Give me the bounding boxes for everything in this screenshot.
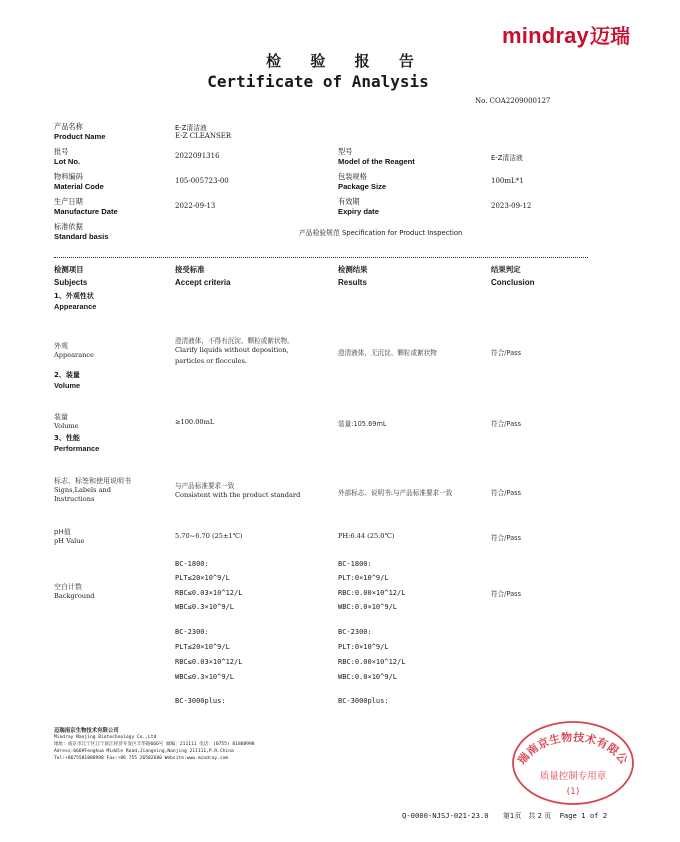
footer-company-cn: 迈瑞南京生物技术有限公司: [54, 728, 119, 734]
model-label-cn: 型号: [338, 147, 353, 156]
section-volume-cn: 2、装量: [54, 371, 80, 379]
page-number-en: Page 1 of 2: [559, 811, 608, 820]
footer-address-en: Adress:666#Fenghua Middle Road,Jiangning,Nanjing 211111,P.R.China: [54, 749, 234, 754]
bc1800-result-rbc: RBC:0.00×10^12/L: [338, 589, 406, 597]
labels-criteria-en: Consistent with the product standard: [175, 491, 301, 499]
subjects-header-en: Subjects: [54, 278, 88, 287]
appearance-criteria-en-2: particles or floccules.: [175, 357, 247, 365]
manufacture-date-label-cn: 生产日期: [54, 197, 83, 206]
footer-company-en: Mindray Nanjing Biotechnology Co.,Ltd: [54, 735, 157, 740]
volume-criteria: ≥100.00mL: [175, 418, 215, 426]
ph-conclusion: 符合/Pass: [491, 534, 521, 542]
bc3000-result-model: BC-3000plus:: [338, 697, 389, 705]
appearance-criteria-en-1: Clarify liquids without deposition,: [175, 346, 289, 354]
section-divider: [54, 257, 588, 258]
logo-latin: mindray: [502, 23, 589, 48]
bc1800-criteria-model: BC-1800:: [175, 560, 209, 568]
volume-item-cn: 装量: [54, 413, 68, 421]
manufacture-date-label-en: Manufacture Date: [54, 207, 118, 216]
section-volume-en: Volume: [54, 381, 81, 390]
bc1800-criteria-rbc: RBC≤0.03×10^12/L: [175, 589, 243, 597]
volume-result: 装量:105.69mL: [338, 420, 387, 428]
ph-result: PH:6.44 (25.0℃): [338, 532, 395, 540]
manufacture-date-value: 2022-09-13: [175, 202, 216, 210]
expiry-date-label-cn: 有效期: [338, 197, 360, 206]
standard-label-en: Standard basis: [54, 232, 109, 241]
bc1800-result-plt: PLT:0×10^9/L: [338, 574, 389, 582]
lot-no-label-en: Lot No.: [54, 157, 81, 166]
package-size-label-en: Package Size: [338, 182, 387, 191]
results-header-en: Results: [338, 278, 367, 287]
ph-item-en: pH Value: [54, 537, 85, 545]
appearance-item-en: Appearance: [54, 351, 94, 359]
standard-value: 产品检验规范 Specification for Product Inspection: [299, 229, 463, 237]
section-appearance-cn: 1、外观性状: [54, 292, 94, 300]
appearance-conclusion: 符合/Pass: [491, 349, 521, 357]
footer-address-cn: 地址：南京市江宁区江宁滨江经济开发区丰华路666号 邮编：211111 电话：(0755) 81888998: [54, 742, 255, 747]
criteria-header-cn: 接受标准: [175, 265, 205, 274]
subjects-header-cn: 检测项目: [54, 265, 84, 274]
section-appearance-en: Appearance: [54, 302, 97, 311]
bc2300-result-model: BC-2300:: [338, 628, 372, 636]
lot-no-label-cn: 批号: [54, 147, 69, 156]
product-name-value-en: E-Z CLEANSER: [175, 132, 232, 140]
ph-item-cn: pH值: [54, 528, 71, 536]
model-value: E-Z清洁液: [491, 154, 523, 162]
volume-item-en: Volume: [54, 422, 79, 430]
criteria-header-en: Accept criteria: [175, 278, 231, 287]
bc2300-criteria-wbc: WBC≤0.3×10^9/L: [175, 673, 235, 681]
stamp-seal: [510, 718, 636, 808]
conclusion-header-en: Conclusion: [491, 278, 535, 287]
bc1800-criteria-plt: PLT≤20×10^9/L: [175, 574, 230, 582]
material-code-label-cn: 物料编码: [54, 172, 83, 181]
expiry-date-label-en: Expiry date: [338, 207, 379, 216]
logo-cn: 迈瑞: [589, 24, 631, 48]
lot-no-value: 2022091316: [175, 152, 220, 160]
product-name-label-cn: 产品名称: [54, 122, 83, 131]
doc-code: Q-0000-NJSJ-021-23.0: [402, 811, 489, 820]
background-conclusion: 符合/Pass: [491, 590, 521, 598]
bc2300-result-wbc: WBC:0.0×10^9/L: [338, 673, 398, 681]
appearance-criteria-cn: 澄清液体，不得有沉淀、颗粒或絮状物。: [175, 337, 294, 345]
volume-conclusion: 符合/Pass: [491, 420, 521, 428]
results-header-cn: 检测结果: [338, 265, 368, 274]
page-number-cn: 第1页 共 2 页: [502, 812, 552, 820]
page-footer: [402, 811, 607, 821]
labels-item-en-1: Signs,Labels and: [54, 486, 111, 494]
bc2300-criteria-rbc: RBC≤0.03×10^12/L: [175, 658, 243, 666]
title-en: Certificate of Analysis: [207, 72, 429, 91]
bc1800-result-wbc: WBC:0.0×10^9/L: [338, 603, 398, 611]
stamp-center-text: 质量控制专用章: [539, 771, 607, 782]
title-cn: 检 验 报 告: [266, 52, 426, 70]
labels-result: 外部标志、说明书:与产品标准要求一致: [338, 489, 453, 497]
package-size-value: 100mL*1: [491, 177, 524, 185]
bc2300-result-rbc: RBC:0.00×10^12/L: [338, 658, 406, 666]
standard-label-cn: 标准依据: [54, 222, 83, 231]
material-code-value: 105-005723-00: [175, 177, 229, 185]
bc2300-criteria-model: BC-2300:: [175, 628, 209, 636]
quality-control-stamp: [510, 718, 636, 808]
labels-item-cn: 标志、标签和使用说明书: [54, 477, 131, 485]
material-code-label-en: Material Code: [54, 182, 104, 191]
mindray-logo: [502, 20, 630, 49]
labels-item-en-2: Instructions: [54, 495, 95, 503]
bc1800-criteria-wbc: WBC≤0.3×10^9/L: [175, 603, 235, 611]
appearance-item-cn: 外观: [54, 342, 68, 350]
labels-conclusion: 符合/Pass: [491, 489, 521, 497]
section-performance-en: Performance: [54, 444, 100, 453]
package-size-label-cn: 包装规格: [338, 172, 367, 181]
bc1800-result-model: BC-1800:: [338, 560, 372, 568]
product-name-label-en: Product Name: [54, 132, 106, 141]
ph-criteria: 5.70~6.70 (25±1℃): [175, 532, 243, 540]
certificate-number: No. COA2209000127: [475, 97, 551, 105]
section-performance-cn: 3、性能: [54, 434, 80, 442]
product-name-value-cn: E-Z清洁液: [175, 124, 207, 132]
footer-contact: Tel:+8675581888998 Fax:+86 755 26582680 Website:www.mindray.com: [54, 756, 229, 761]
appearance-result: 澄清液体，无沉淀、颗粒或絮状物: [338, 349, 437, 357]
svg-text:迈瑞南京生物技术有限公司: [510, 718, 631, 767]
model-label-en: Model of the Reagent: [338, 157, 415, 166]
bc3000-criteria-model: BC-3000plus:: [175, 697, 226, 705]
bc2300-criteria-plt: PLT≤20×10^9/L: [175, 643, 230, 651]
stamp-number: (1): [566, 787, 580, 797]
background-item-en: Background: [54, 592, 95, 600]
expiry-date-value: 2023-09-12: [491, 202, 532, 210]
conclusion-header-cn: 结果判定: [491, 265, 521, 274]
bc2300-result-plt: PLT:0×10^9/L: [338, 643, 389, 651]
stamp-arc-text: 瑞南京生物技术有限公: [515, 730, 631, 767]
labels-criteria-cn: 与产品标准要求一致: [175, 482, 235, 490]
background-item-cn: 空白计数: [54, 583, 82, 591]
